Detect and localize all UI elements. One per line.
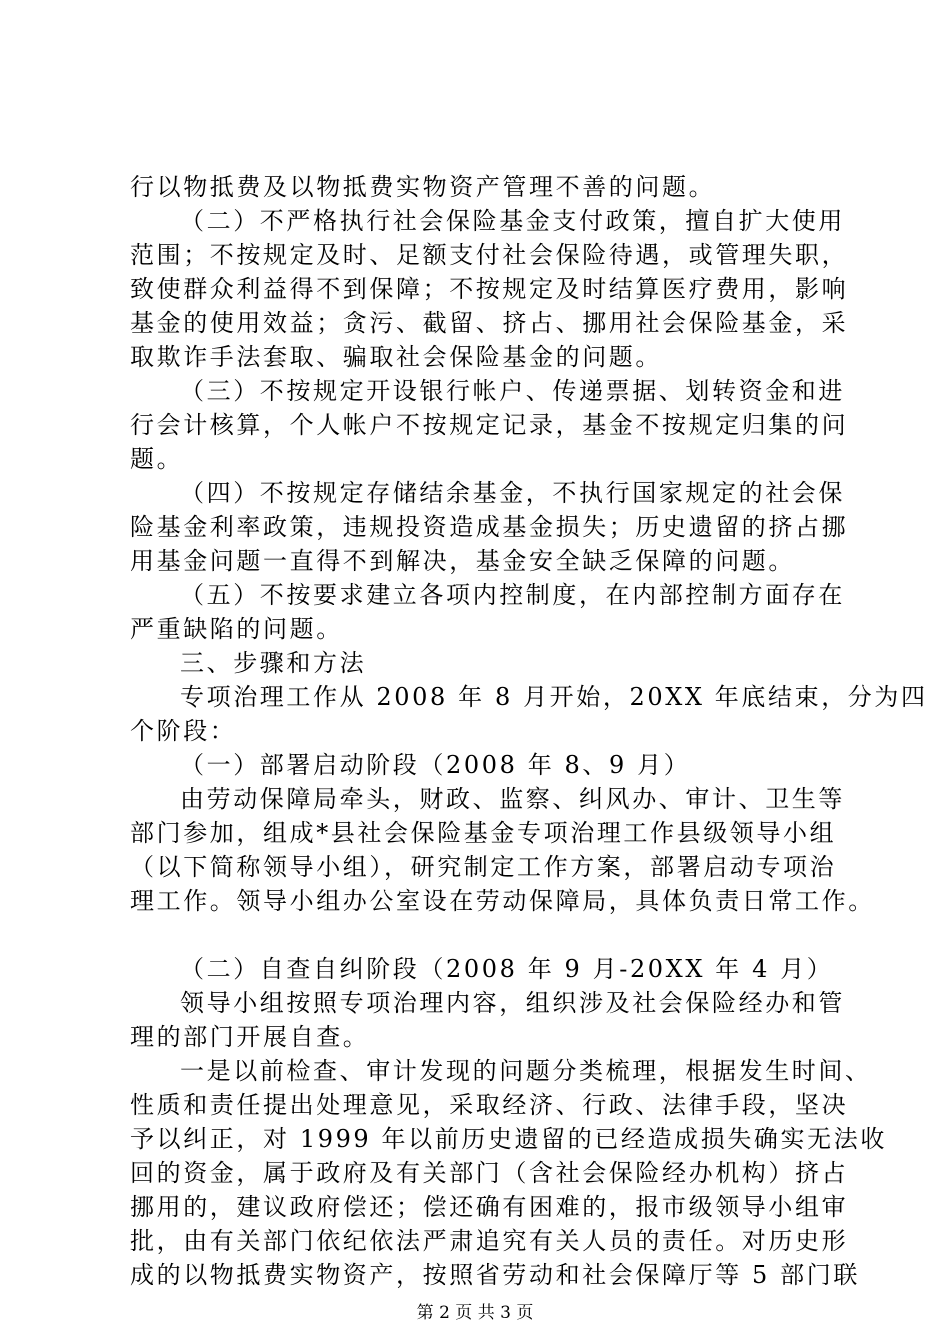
body-line: （二）不严格执行社会保险基金支付政策，擅自扩大使用 [180,207,845,235]
body-line: （五）不按要求建立各项内控制度，在内部控制方面存在 [180,581,845,609]
section-heading: 三、步骤和方法 [180,649,367,677]
body-line: 行以物抵费及以物抵费实物资产管理不善的问题。 [130,173,716,201]
subsection-heading: （一）部署启动阶段（2008 年 8、9 月） [180,751,691,779]
body-line: 个阶段： [130,717,237,745]
body-line: 专项治理工作从 2008 年 8 月开始，20XX 年底结束，分为四 [180,683,928,711]
body-line: 部门参加，组成*县社会保险基金专项治理工作县级领导小组 [130,819,837,847]
body-line: （四）不按规定存储结余基金，不执行国家规定的社会保 [180,479,845,507]
body-line: 用基金问题一直得不到解决，基金安全缺乏保障的问题。 [130,547,795,575]
page-number: 第 2 页 共 3 页 [416,1303,534,1323]
body-line: 理的部门开展自查。 [130,1023,370,1051]
body-line: 性质和责任提出处理意见，采取经济、行政、法律手段，坚决 [130,1091,849,1119]
body-line: （以下简称领导小组），研究制定工作方案，部署启动专项治 [130,853,837,881]
body-line: （三）不按规定开设银行帐户、传递票据、划转资金和进 [180,377,845,405]
body-line: 险基金利率政策，违规投资造成基金损失；历史遗留的挤占挪 [130,513,849,541]
body-line: 挪用的，建议政府偿还；偿还确有困难的，报市级领导小组审 [130,1193,849,1221]
body-line: 由劳动保障局牵头，财政、监察、纠风办、审计、卫生等 [180,785,845,813]
body-line: 致使群众利益得不到保障；不按规定及时结算医疗费用，影响 [130,275,849,303]
body-line: 领导小组按照专项治理内容，组织涉及社会保险经办和管 [180,989,845,1017]
body-line: 范围；不按规定及时、足额支付社会保险待遇，或管理失职， [130,241,849,269]
body-line: 基金的使用效益；贪污、截留、挤占、挪用社会保险基金，采 [130,309,849,337]
body-line: 回的资金，属于政府及有关部门（含社会保险经办机构）挤占 [130,1159,849,1187]
body-line: 行会计核算，个人帐户不按规定记录，基金不按规定归集的问 [130,411,849,439]
body-line: 一是以前检查、审计发现的问题分类梳理，根据发生时间、 [180,1057,872,1085]
body-line: 严重缺陷的问题。 [130,615,343,643]
body-line: 批，由有关部门依纪依法严肃追究有关人员的责任。对历史形 [130,1227,849,1255]
subsection-heading: （二）自查自纠阶段（2008 年 9 月-20XX 年 4 月） [180,955,834,983]
body-line: 理工作。领导小组办公室设在劳动保障局，具体负责日常工作。 [130,887,875,915]
body-line: 取欺诈手法套取、骗取社会保险基金的问题。 [130,343,662,371]
body-line: 题。 [130,445,184,473]
body-line: 予以纠正，对 1999 年以前历史遗留的已经造成损失确实无法收 [130,1125,887,1153]
body-line: 成的以物抵费实物资产，按照省劳动和社会保障厅等 5 部门联 [130,1261,860,1289]
